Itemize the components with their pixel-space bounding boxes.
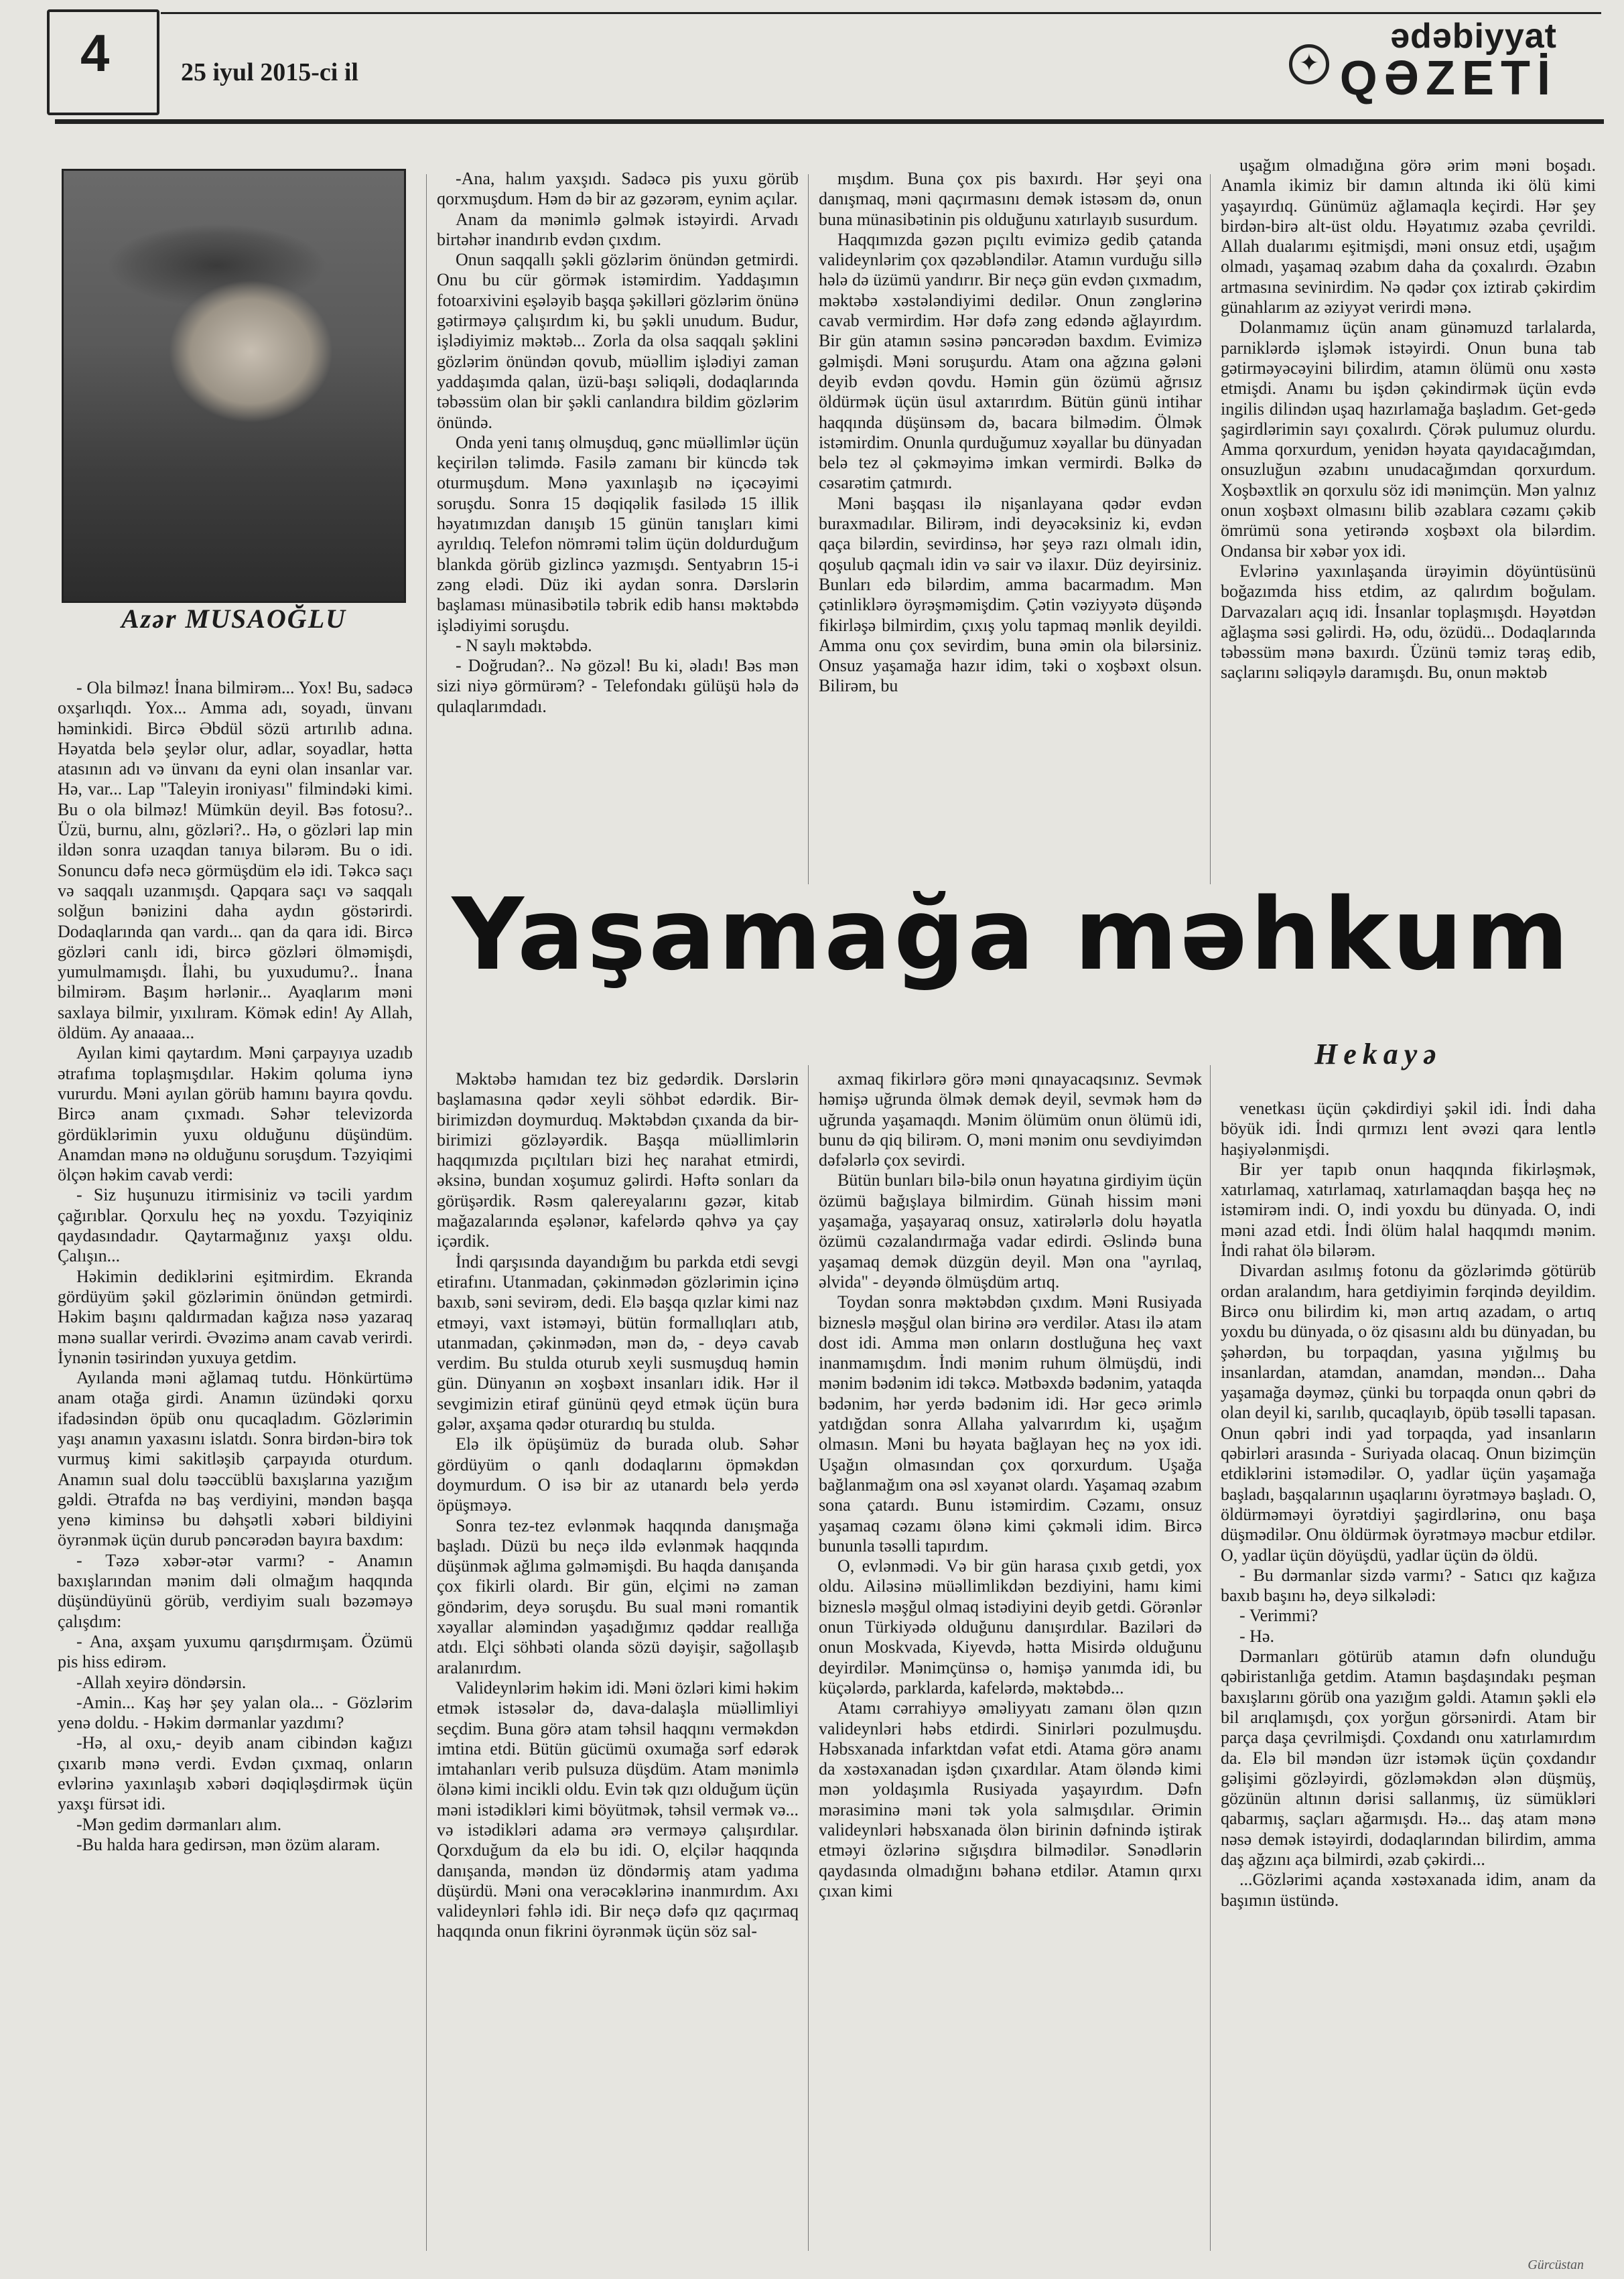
paragraph: Həkimin dediklərini eşitmirdim. Ekranda gördüyüm şəkil gözlərimin önündən getmirdi. Həkim başını qaldırmadan kağıza nəsə yazaraq mənə suallar verirdi. Əvəzimə anam cavab verirdi. İynənin təsirindən yuxuya getdim. <box>58 1266 413 1367</box>
star-globe-icon <box>1289 44 1329 84</box>
paragraph: mışdım. Buna çox pis baxırdı. Hər şeyi ona danışmaq, məni qaçırmasını demək istəsəm də, onun buna münasibətinin pis olduğunu xatırlayıb susurdum. <box>819 169 1202 229</box>
paragraph: Dərmanları götürüb atamın dəfn olunduğu qəbiristanlığa getdim. Atamın başdaşındakı peşman baxışlarını görüb ona yazığım gəldi. Atamın şəkli elə bil arıqlamışdı, çox yorğun görsənirdi. Atam bir parça daşa çevrilmişdi. Çoxdandı onu xatırlamırdım da. Elə bil məndən üzr istəmək üçün çoxdandır gəlişimi gözləyirdi, gözləməkdən ələn düşmüş, gözünün altının dərisi sallanmış, üz sümükləri qabarmış, saçları ağarmışdı. Hə... daş atam mənə nəsə demək istəyirdi, dodaqlarından bilirdim, amma daş ağzını aça bilmirdi, əzab çəkirdi... <box>1221 1647 1596 1869</box>
paragraph: - Siz huşunuzu itirmisiniz və təcili yardım çağırıblar. Qorxulu heç nə yoxdu. Təzyiqiniz qaydasındadır. Qaytarmağınız yaxşı oldu. Çalışın... <box>58 1185 413 1266</box>
paragraph: Atamı cərrahiyyə əməliyyatı zamanı ölən qızın valideynləri həbs etdirdi. Sinirləri pozulmuşdu. Həbsxanada infarktdan vəfat etdi. Atama görə anamı da xəstəxanadan işdən çıxardılar. Atam öləndə kimi mən yoldaşımla Rusiyada yaşayırdım. Dəfn mərasiminə məni tək yola salmışdılar. Ərimin valideynləri həbsxanada ölən birinin dəfnində iştirak etməyi özlərinə sığışdıra bilmədilər. Sənədlərin qaydasında olmadığını bəhanə etdilər. Atamın qırxı çıxan kimi <box>819 1698 1202 1901</box>
column-rule-1 <box>426 174 427 2251</box>
column-bottom-4 <box>1221 1099 1596 2251</box>
column-rule-4 <box>808 1065 809 2251</box>
paragraph: Məni başqası ilə nişanlayana qədər evdən buraxmadılar. Bilirəm, indi deyəcəksiniz ki, evdən qaça bilərdin, sevirdinsə, hər şeyə razı olmalı idin, qoşulub qaçmalı idin və sair və ilaxır. Düz deyirsiniz. Bunları edə bilərdim, amma bacarmadım. Mən çətinliklərə öyrəşməmişdim. Çətin vəziyyətə düşəndə fikirləşə bilmirdim, çıxış yolu tapmaq mənlik deyildi. Amma onu çox sevirdim, buna əmin ola bilərsiniz. Onsuz yaşamağa hazır idim, təki o xoşbəxt olsun. Bilirəm, bu <box>819 493 1202 696</box>
paragraph: - Verimmi? <box>1239 1606 1318 1626</box>
paragraph: venetkası üçün çəkdirdiyi şəkil idi. İndi daha böyük idi. İndi qırmızı lent əvəzi qara lentlə haşiyələnmişdi. <box>1221 1099 1596 1159</box>
paragraph: Onun saqqallı şəkli gözlərim önündən getmirdi. Onu bu cür görmək istəmirdim. Yaddaşımın fotoarxivini eşələyib başqa şəkilləri gözlərim önünə gətirməyə çalışırdım ki, bu şəkli unudum. Budur, işlədiyimiz məktəb... Zorla da olsa saqqalı şəklini gözlərim önündən qovub, müəllim işlədiyi zaman yaddaşımda qalan, üzü-başı səliqəli, dodaqlarında təbəssüm olan bir şəkli canlandıra bildim gözlərim önündə. <box>437 250 799 432</box>
paragraph: Məktəbə hamıdan tez biz gedərdik. Dərslərin başlamasına qədər xeyli söhbət edərdik. Bir-birimizdən doymurduq. Məktəbdən çıxanda da bir-birimizi gözləyərdik. Başqa müəllimlərin haqqımızda pıçıltıları bizi heç narahat etmirdi, əksinə, bundan xoşumuz gəlirdi. Həftə sonları da görüşərdik. Rəsm qalereyalarını gəzər, kitab mağazalarında eşələnər, kafelərdə qəhvə ya çay içərdik. <box>437 1069 799 1251</box>
paragraph: O, evlənmədi. Və bir gün harasa çıxıb getdi, yox oldu. Ailəsinə müəllimlikdən bezdiyini, hamı kimi bizneslə məşğul olmaq istədiyini deyib getdi. Görənlər onun Türkiyədə olduğunu danışırdılar. Baziləri də onun Moskvada, Kiyevdə, hətta Misirdə olduğunu deyirdilər. Mənimçünsə o, həmişə yanımda idi, bu küçələrdə, parklarda, kafelərdə, məktəbdə... <box>819 1556 1202 1698</box>
page-number: 4 <box>80 23 110 82</box>
paragraph: -Ana, halım yaxşıdı. Sadəcə pis yuxu görüb qorxmuşdum. Həm də bir az gəzərəm, eynim açılar. <box>437 169 799 209</box>
paragraph: -Allah xeyirə döndərsin. <box>76 1672 247 1692</box>
column-top-2 <box>437 169 799 878</box>
masthead-line1: ədəbiyyat <box>1390 17 1557 56</box>
column-bottom-2 <box>437 1069 799 2248</box>
paragraph: Onda yeni tanış olmuşduq, gənc müəllimlər üçün keçirilən təlimdə. Fasilə zamanı bir küncdə tək oturmuşdum. Mənə yaxınlaşıb nə içəcəyimi soruşdu. Sonra 15 dəqiqəlik fasilədə 15 illik həyatımızdan danışıb 15 günün tanışları kimi ayrıldıq. Telefon nömrəmi təlim üçün doldurduğum blankda görüb gizlincə yazmışdı. Sentyabrın 15-i zəng elədi. Düz iki aydan sonra. Dərslərin başlaması münasibətilə təbrik edib hansı məktəbdə işlədiyimi soruşdu. <box>437 432 799 635</box>
story-title: Yaşamağa məhkum <box>452 877 1572 992</box>
paragraph: Haqqımızda gəzən pıçıltı evimizə gedib çatanda valideynlərim çox qəzəbləndilər. Atamın vurduğu sillə hələ də üzümü yandırır. Bir neçə gün evdən çıxmadım, məktəbə xəstələndiyimi dedilər. Onun zənglərinə cavab vermirdim. Hər dəfə zəng edəndə ağlayırdım. Bir gün atamın səsinə pəncərədən baxdım. Evimizə gəlmişdi. Məni soruşurdu. Atam ona ağzına gələni deyib evdən qovdu. Həmin gün özümü ağrısız öldürmək üçün üsul axtarırdım. Bütün günü intihar haqqında düşünsəm də, bacara bilmədim. Ölmək istəmirdim. Onunla qurduğumuz xəyallar bu dünyadan belə tez əl çəkməyimə imkan vermirdi. Bəlkə də cəsarətim çatmırdı. <box>819 229 1202 493</box>
paragraph: - Hə. <box>1239 1626 1274 1646</box>
paragraph: uşağım olmadığına görə ərim məni boşadı. Anamla ikimiz bir damın altında iki ölü kimi yaşayırdıq. Günümüz ağlamaqla keçirdi. Hər şey birdən-birə alt-üst oldu. Həyatımız əzaba çevrildi. Allah dualarımı eşitmişdi, məni onsuz etdi, uşağım olmadı, yaşamaq əzabım daha da çoxalırdı. Əzabın artmasına sevinirdim. Nə qədər çox iztirab çəkirdim günahlarım az əziyyət verirdi mənə. <box>1221 155 1596 318</box>
masthead-logo <box>1340 19 1557 103</box>
paragraph: - N saylı məktəbdə. <box>456 635 592 655</box>
paragraph: Anam da mənimlə gəlmək istəyirdi. Arvadı birtəhər inandırıb evdən çıxdım. <box>437 209 799 249</box>
paragraph: axmaq fikirlərə görə məni qınayacaqsınız. Sevmək həmişə uğrunda ölmək demək deyil, sevmək həm də uğrunda yaşamaqdı. Mənim ölümüm onun ölümü idi, bunu də qiq bilirəm. O, məni mənim onu sevdiyimdən dəfələrlə çox sevirdi. <box>819 1069 1202 1170</box>
column-top-3 <box>819 169 1202 878</box>
paragraph: Bir yer tapıb onun haqqında fikirləşmək, xatırlamaq, xatırlamaq, xatırlamaqdan başqa heç nə istəmirəm indi. O, indi yoxdu bu dünyada. O, indi məni azad etdi. İndi ölüm halal haqqımdı mənim. İndi rahat ölə bilərəm. <box>1221 1159 1596 1261</box>
paragraph: -Hə, al oxu,- deyib anam cibindən kağızı çıxarıb mənə verdi. Evdən çıxmaq, onların evlərinə yaxınlaşıb xəbəri dəqiqləşdirmək üçün yaxşı fürsət idi. <box>58 1733 413 1814</box>
column-rule-3 <box>1210 174 1211 884</box>
paragraph: Sonra tez-tez evlənmək haqqında danışmağa başladı. Düzü bu neçə ildə evlənmək haqqında düşünmək ağlıma gəlməmişdi. Bu haqda danışanda çox fikirli olardı. Bir gün, elçimi nə zaman göndərim, deyə soruşdu. Bu sual məni romantik xəyallar aləmindən yaşadığımız qəddar reallığa atdı. Elçi söhbəti olanda sözü dəyişir, sağollaşıb aralanırdım. <box>437 1515 799 1677</box>
paragraph: -Mən gedim dərmanları alım. <box>76 1814 282 1834</box>
header-bottom-rule <box>55 119 1604 124</box>
story-genre: Hekayə <box>1314 1038 1442 1071</box>
paragraph: -Bu halda hara gedirsən, mən özüm alaram. <box>76 1834 381 1854</box>
column-rule-5 <box>1210 1065 1211 2251</box>
column-bottom-3 <box>819 1069 1202 2248</box>
paragraph: Toydan sonra məktəbdən çıxdım. Məni Rusiyada bizneslə məşğul olan birinə ərə verdilər. Atası ilə atam dost idi. Amma mən onların dostluğuna heç vaxt inanmamışdım. İndi mənim ruhum ölmüşdü, indi mənim bədənim idi təkcə. Mətbəxdə bədənim, yataqda bədənim, hər yerdə bədənim idi. Hər gecə ərimlə yatdığdan sonra Allaha yalvarırdım ki, uşağım olmasın. Məni bu həyata bağlayan heç nə yox idi. Uşağın olmasından çox qorxurdum. Uşağa bağlanmağım ona əsl xəyanət olardı. Yaşamaq əzabım sona çatardı. Bunu istəmirdim. Cəzamı, onsuz yaşamaq cəzamı ölənə kimi çəkməli idim. Bircə bununla təsəlli tapırdım. <box>819 1292 1202 1556</box>
paragraph: Ayılan kimi qaytardım. Məni çarpayıya uzadıb ətrafıma toplaşmışdılar. Həkim qoluma iynə vururdu. Məni ayılan görüb hamını bayıra qovdu. Bircə anam çıxmadı. Səhər televizorda gördüklərimin yuxu olduğunu düşündüm. Anamdan mənə nə olduğunu soruşdum. Təzyiqimi ölçən həkim cavab verdi: <box>58 1043 413 1185</box>
issue-date: 25 iyul 2015-ci il <box>181 58 358 86</box>
column-left <box>58 678 413 2246</box>
paragraph: - Ana, axşam yuxumu qarışdırmışam. Özümü pis hiss edirəm. <box>58 1631 413 1672</box>
paragraph: Bütün bunları bilə-bilə onun həyatına girdiyim üçün özümü bağışlaya bilmirdim. Günah hissim məni yaşamağa, yaşayaraq onsuz, xatirələrlə dolu həyatla özümü cəzalandırmağa vadar edirdi. Əslində buna yaşamaq demək düzgün deyil. Mən ona "ayrılaq, əlvida" - deyəndə ölmüşdüm artıq. <box>819 1170 1202 1292</box>
paragraph: Ayılanda məni ağlamaq tutdu. Hönkürtümə anam otağa girdi. Anamın üzündəki qorxu ifadəsindən öpüb onu qucaqladım. Gözlərimin yaşı anamın yaxasını islatdı. Sonra birdən-birə tok vurmuş kimi sakitləşib çarpayıda oturdum. Anamın sual dolu təəccüblü baxışlarına yazığım gəldi. Ətrafda nə baş verdiyini, məndən başqa yenə kiminsə bu dəhşətli xəbəri bildiyini öyrənmək üçün durub pəncərədən bayıra baxdım: <box>58 1368 413 1550</box>
masthead-line2: QƏZETİ <box>1339 52 1557 105</box>
footer-caption: Gürcüstan <box>1528 2258 1584 2272</box>
author-photo <box>62 169 406 603</box>
column-top-4 <box>1221 155 1596 878</box>
paragraph: -Amin... Kaş hər şey yalan ola... - Gözlərim yenə doldu. - Həkim dərmanlar yazdımı? <box>58 1692 413 1733</box>
paragraph: - Doğrudan?.. Nə gözəl! Bu ki, əladı! Bəs mən sizi niyə görmürəm? - Telefondakı gülüşü hələ də qulaqlarımdadı. <box>437 656 799 716</box>
paragraph: ...Gözlərimi açanda xəstəxanada idim, anam da başımın üstündə. <box>1221 1870 1596 1910</box>
author-name: Azər MUSAOĞLU <box>121 604 347 634</box>
paragraph: Dolanmamız üçün anam günəmuzd tarlalarda, parniklərdə işləmək istəyirdi. Onun buna tab gətirməyəcəyini bilirdim, atamın ölümü onu xəstə etmişdi. Anamı bu işdən çəkindirmək üçün evdə ingilis dilindən uşaq hazırlamağa başladım. Get-gedə şagirdlərimin sayı çoxalırdı. Çörək pulumuz olurdu. Amma qorxurdum, yenidən həyata qayıdacağımdan, onsuzluğun əzabını unudacağımdan qorxurdum. Xoşbəxtlik ən qorxulu söz idi mənimçün. Mən yalnız onun xoşbəxt olmasını bilib əzablara cəzamı çəkib ömrümü sona yetirəndə xoşbəxt ola bilərdim. Ondansa bir xəbər yox idi. <box>1221 318 1596 561</box>
paragraph: Divardan asılmış fotonu da gözlərimdə götürüb ordan aralandım, hara getdiyimin fərqində deyildim. Bircə onu bilirdim ki, mən artıq azadam, o artıq yoxdu bu dünyada, o öz qisasını aldı bu dünyadan, bu şəhərdən, bu torpaqdan, yasına yığılmış bu insanlardan, atamdan, anamdan, məndən... Daha yaşamağa dəyməz, çünki bu torpaqda onun qəbri də olan deyil ki, sarılıb, qucaqlayıb, öpüb təsəlli tapasan. Onun qəbri indi yad torpaqda, yad insanların qəbirləri arasında - Suriyada olacaq. Onun bizimçün etdiklərini istəmədilər. O, yadlar üçün yaşamağa başladı, başqalarının uşaqlarını öyrətməyə başladı. O, öldürməməyi öyrətdiyi şagirdlərinə, onu başa düşmədilər. Onu öldürmək öyrətməyə məcbur etdilər. O, yadlar üçün döyüşdü, yadlar üçün də öldü. <box>1221 1261 1596 1565</box>
paragraph: - Təzə xəbər-ətər varmı? - Anamın baxışlarından mənim dəli olmağım haqqında düşündüyünü görüb, verdiyim sualı bəzəməyə çalışdım: <box>58 1550 413 1631</box>
paragraph: - Bu dərmanlar sizdə varmı? - Satıcı qız kağıza baxıb başını hə, deyə silkələdi: <box>1221 1565 1596 1606</box>
paragraph: Valideynlərim həkim idi. Məni özləri kimi həkim etmək istəsələr də, dava-dalaşla müəllimliyi seçdim. Buna görə atam təhsil haqqını verməkdən imtina etdi. Bütün gücümü oxumağa sərf edərək imtahanları verib pulsuza düşdüm. Atam mənimlə ölənə kimi incikli oldu. Evin tək qızı olduğum üçün məni istədikləri kimi böyütmək, təhsil vermək və... və istədikləri adama ərə verməyə çalışırdılar. Qorxduğum da elə bu idi. O, elçilər haqqında danışanda, məndən üz döndərmiş atam yadıma düşürdü. Məni ona verəcəklərinə inanmırdım. Axı valideynləri fəhlə idi. Bir neçə dəfə qız qaçırmaq haqqında onun fikrini öyrənmək üçün söz sal- <box>437 1677 799 1941</box>
paragraph: Elə ilk öpüşümüz də burada olub. Səhər gördüyüm o qanlı dodaqlarını öpməkdən doymurdum. O isə bir az utanardı belə yerdə öpüşməyə. <box>437 1434 799 1515</box>
paragraph: İndi qarşısında dayandığım bu parkda etdi sevgi etirafını. Utanmadan, çəkinmədən gözlərimin içinə baxıb, səni sevirəm, dedi. Elə başqa qızlar kimi naz etməyi, vaxt istəməyi, bütün formallıqları atıb, utanmadan, çəkinmədən, mən də, - deyə cavab verdim. Bu stulda oturub xeyli susmuşduq həmin gün. Dünyanın ən xoşbəxt insanları idik. Hər il sevgimizin etiraf gününü qeyd etmək üçün bura gələr, axşama qədər oturardıq bu stulda. <box>437 1251 799 1434</box>
header-top-rule <box>161 12 1601 14</box>
paragraph: - Ola bilməz! İnana bilmirəm... Yox! Bu, sadəcə oxşarlıqdı. Yox... Amma adı, soyadı, ünvanı həminkidi. Bircə Əbdül sözü artırılıb adına. Həyatda belə şeylər olur, adlar, soyadlar, hətta atasının adı və ünvanı da eyni olan insanlar var. Hə, var... Lap "Taleyin ironiyası" filmindəki kimi. Bu o ola bilməz! Mümkün deyil. Bəs fotosu?.. Üzü, burnu, alnı, gözləri?.. Hə, o gözləri lap min ildən sonra uzaqdan tanıya bilərəm. Bu o idi. Sonuncu dəfə necə görmüşdüm elə idi. Təkcə saçı və saqqalı uzanmışdı. Qapqara saçı və saqqalı solğun bənizini daha aydın göstərirdi. Dodaqlarında qan vardı... qan da qara idi. Bircə gözləri canlı idi, bircə gözləri ölməmişdi, yumulmamışdı. İlahi, bu yuxudumu?.. İnana bilmirəm. Başım hərlənir... Ayaqlarım məni saxlaya bilmir, yıxılıram. Kömək edin! Ay Allah, öldüm. Ay anaaaa... <box>58 678 413 1043</box>
column-rule-2 <box>808 174 809 884</box>
paragraph: Evlərinə yaxınlaşanda ürəyimin döyüntüsünü boğazımda hiss etdim, az qalırdım boğulam. Darvazaları açıq idi. İnsanlar toplaşmışdı. Həyətdən ağlaşma səsi gəlirdi. Hə, odu, özüdü... Dodaqlarında təbəssüm mənə baxırdı. Üzünü təmiz təraş edib, saçlarını səliqəylə daramışdı. Bu, onun məktəb <box>1221 561 1596 683</box>
